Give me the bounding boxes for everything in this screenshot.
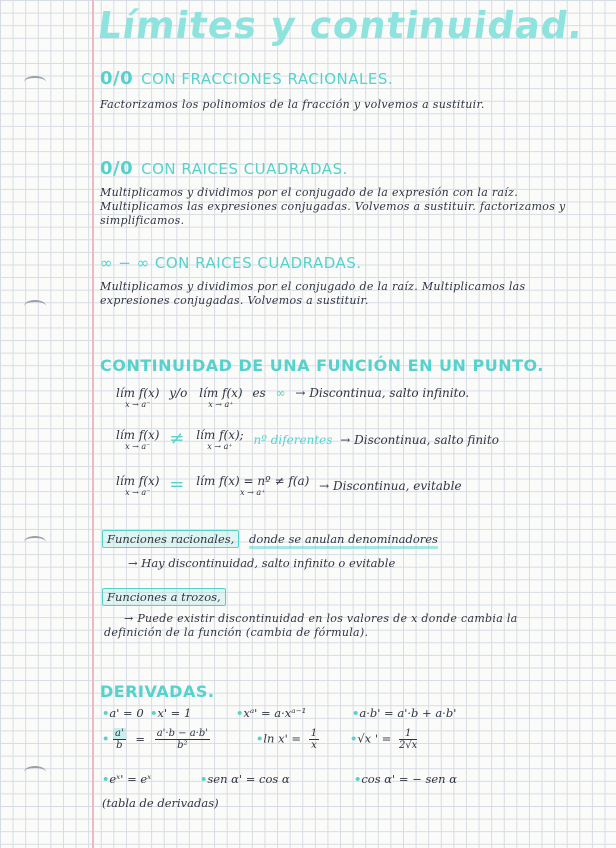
binder-hole	[24, 76, 46, 88]
heading-text: CON FRACCIONES RACIONALES.	[141, 70, 394, 88]
continuity-row-3	[116, 474, 462, 497]
margin-line	[92, 0, 94, 848]
binder-hole	[24, 300, 46, 312]
trozos-line	[102, 590, 226, 604]
infinity-symbol: ∞	[275, 386, 286, 400]
not-equal-symbol: ≠	[169, 428, 185, 449]
section-heading-infinito: ∞ − ∞ CON RAICES CUADRADAS.	[100, 254, 362, 272]
result-text: → Discontinua, evitable	[319, 479, 462, 493]
section-text-raices: Multiplicamos y dividimos por el conjugado de la expresión con la raíz. Multiplicamos las expresiones conjugadas. Volvemos a sustituir. factorizamos y simplificamos.	[100, 186, 566, 227]
formula-sin: •sen α' = cos α	[200, 772, 290, 786]
relation-text: es	[252, 386, 266, 400]
section-heading-derivadas: DERIVADAS.	[100, 682, 215, 701]
equal-symbol: =	[169, 474, 185, 495]
racionales-line	[102, 532, 438, 546]
formula-quotient: • $\frac{a'}{b}$ = $\frac{a'\cdot b - a\cdot b'}{\text{b²}}$	[102, 728, 209, 751]
continuity-row-2	[116, 428, 499, 451]
result-text: → Discontinua, salto finito	[340, 433, 499, 447]
trozos-bullet: → Puede existir discontinuidad en los valores de x donde cambia la definición de la función (cambia de fórmula).	[104, 612, 518, 639]
formula-exp: •eˣ' = eˣ	[102, 772, 152, 786]
relation: y/o	[169, 386, 188, 400]
racionales-text: donde se anulan denominadores	[249, 532, 438, 549]
formula-sqrt: •√x ' = $\frac{1}{2√x}$	[350, 728, 418, 751]
limit-left: lím f(x) x → a⁻	[116, 474, 160, 497]
binder-hole	[24, 766, 46, 778]
section-text-fracciones: Factorizamos los polinomios de la fracción y volvemos a sustituir.	[100, 98, 485, 111]
section-heading-fracciones	[100, 68, 393, 89]
section-heading-raices	[100, 158, 348, 179]
limit-right: lím f(x) x → a⁺	[199, 386, 243, 409]
section-text-infinito: Multiplicamos y dividimos por el conjugado de la raíz. Multiplicamos las expresiones conjugadas. Volvemos a sustituir.	[100, 280, 526, 307]
relation-text: nº diferentes	[253, 433, 333, 447]
limit-right: lím f(x) = nº ≠ f(a) x → a⁺	[196, 474, 310, 497]
racionales-label: Funciones racionales,	[102, 530, 239, 548]
formula-ln: •ln x' = $\frac{1}{x}$	[256, 728, 318, 751]
formula-power: •xᵃ' = a·xᵃ⁻¹	[236, 706, 307, 720]
formula-constant: •a' = 0	[102, 706, 144, 720]
limit-right: lím f(x); x → a⁺	[196, 428, 244, 451]
zero-over-zero-symbol: 0/0	[100, 158, 134, 179]
trozos-label: Funciones a trozos,	[102, 588, 226, 606]
section-heading-continuidad: CONTINUIDAD DE UNA FUNCIÓN EN UN PUNTO.	[100, 356, 544, 375]
formula-cos: •cos α' = − sen α	[354, 772, 457, 786]
continuity-row-1	[116, 386, 469, 409]
zero-over-zero-symbol: 0/0	[100, 68, 134, 89]
limit-left: lím f(x) x → a⁻	[116, 386, 160, 409]
heading-text: CON RAICES CUADRADAS.	[141, 160, 348, 178]
derivative-table-note: (tabla de derivadas)	[102, 796, 219, 810]
formula-product: •a·b' = a'·b + a·b'	[352, 706, 457, 720]
limit-left: lím f(x) x → a⁻	[116, 428, 160, 451]
page-title: Límites y continuidad.	[94, 4, 587, 47]
binder-hole	[24, 536, 46, 548]
result-text: → Discontinua, salto infinito.	[295, 386, 470, 400]
formula-x: •x' = 1	[150, 706, 192, 720]
racionales-bullet: → Hay discontinuidad, salto infinito o evitable	[128, 556, 396, 570]
